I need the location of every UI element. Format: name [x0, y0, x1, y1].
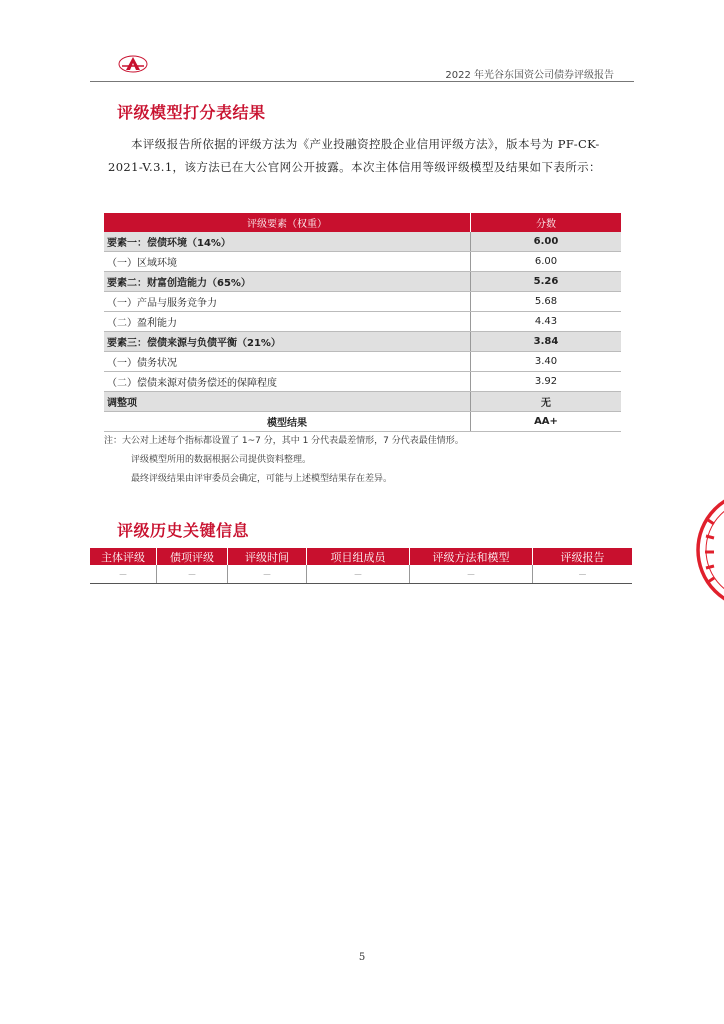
table-row — [104, 252, 621, 272]
row-label: 要素三：偿债来源与负债平衡（21%） — [104, 332, 471, 352]
score-table-header-score: 分数 — [471, 213, 622, 232]
table-row-model-result — [104, 412, 621, 432]
row-label: （二）盈利能力 — [104, 312, 471, 332]
table-row — [104, 232, 621, 252]
note-line: 注：大公对上述每个指标都设置了 1~7 分，其中 1 分代表最差情形，7 分代表最佳情形。 — [104, 436, 464, 446]
row-score: 5.26 — [471, 272, 622, 292]
history-table-header-row — [90, 548, 632, 565]
row-label: （一）产品与服务竞争力 — [104, 292, 471, 312]
history-header-report: 评级报告 — [533, 548, 633, 565]
methodology-paragraph: 本评级报告所依据的评级方法为《产业投融资控股企业信用评级方法》，版本号为 PF-CK-2021-V.3.1，该方法已在大公官网公开披露。本次主体信用等级评级模型及结果如下表所示： — [108, 137, 601, 174]
history-cell: － — [157, 565, 228, 584]
row-label: 调整项 — [104, 392, 471, 412]
history-header-issue-rating: 债项评级 — [157, 548, 228, 565]
row-label: （一）债务状况 — [104, 352, 471, 372]
history-cell: － — [90, 565, 157, 584]
table-row — [104, 272, 621, 292]
row-score: 3.92 — [471, 372, 622, 392]
row-label: 要素二：财富创造能力（65%） — [104, 272, 471, 292]
header-divider — [90, 81, 634, 82]
note-line: 评级模型所用的数据根据公司提供资料整理。 — [131, 455, 312, 465]
table-row — [104, 352, 621, 372]
history-header-issuer-rating: 主体评级 — [90, 548, 157, 565]
history-cell: － — [410, 565, 533, 584]
note-line: 最终评级结果由评审委员会确定，可能与上述模型结果存在差异。 — [131, 474, 393, 484]
row-score: 4.43 — [471, 312, 622, 332]
row-score: 3.40 — [471, 352, 622, 372]
report-header-title: 2022 年光谷东国资公司债券评级报告 — [445, 70, 614, 81]
history-header-rating-date: 评级时间 — [228, 548, 307, 565]
company-seal-stamp — [694, 490, 724, 610]
history-cell: － — [533, 565, 633, 584]
row-label: （二）偿债来源对债务偿还的保障程度 — [104, 372, 471, 392]
table-notes — [104, 432, 464, 489]
history-cell: － — [307, 565, 410, 584]
row-score: 6.00 — [471, 232, 622, 252]
table-row — [104, 312, 621, 332]
table-row — [104, 332, 621, 352]
table-row — [104, 292, 621, 312]
row-label: 模型结果 — [104, 412, 471, 432]
row-score: AA+ — [471, 412, 622, 432]
row-score: 5.68 — [471, 292, 622, 312]
row-label: （一）区域环境 — [104, 252, 471, 272]
history-header-method-model: 评级方法和模型 — [410, 548, 533, 565]
table-row — [90, 565, 632, 584]
row-score: 3.84 — [471, 332, 622, 352]
table-row — [104, 392, 621, 412]
rating-history-table — [90, 548, 632, 584]
dagong-logo-icon — [118, 54, 148, 74]
table-row — [104, 372, 621, 392]
page-number: 5 — [358, 952, 366, 963]
section-heading-rating-history: 评级历史关键信息 — [117, 521, 250, 540]
row-score: 6.00 — [471, 252, 622, 272]
history-cell: － — [228, 565, 307, 584]
section-heading-model-scores: 评级模型打分表结果 — [117, 103, 266, 122]
score-table-header-factor: 评级要素（权重） — [104, 213, 471, 232]
row-score: 无 — [471, 392, 622, 412]
row-label: 要素一：偿债环境（14%） — [104, 232, 471, 252]
score-table — [104, 213, 621, 432]
history-header-team-members: 项目组成员 — [307, 548, 410, 565]
score-table-header-row — [104, 213, 621, 232]
